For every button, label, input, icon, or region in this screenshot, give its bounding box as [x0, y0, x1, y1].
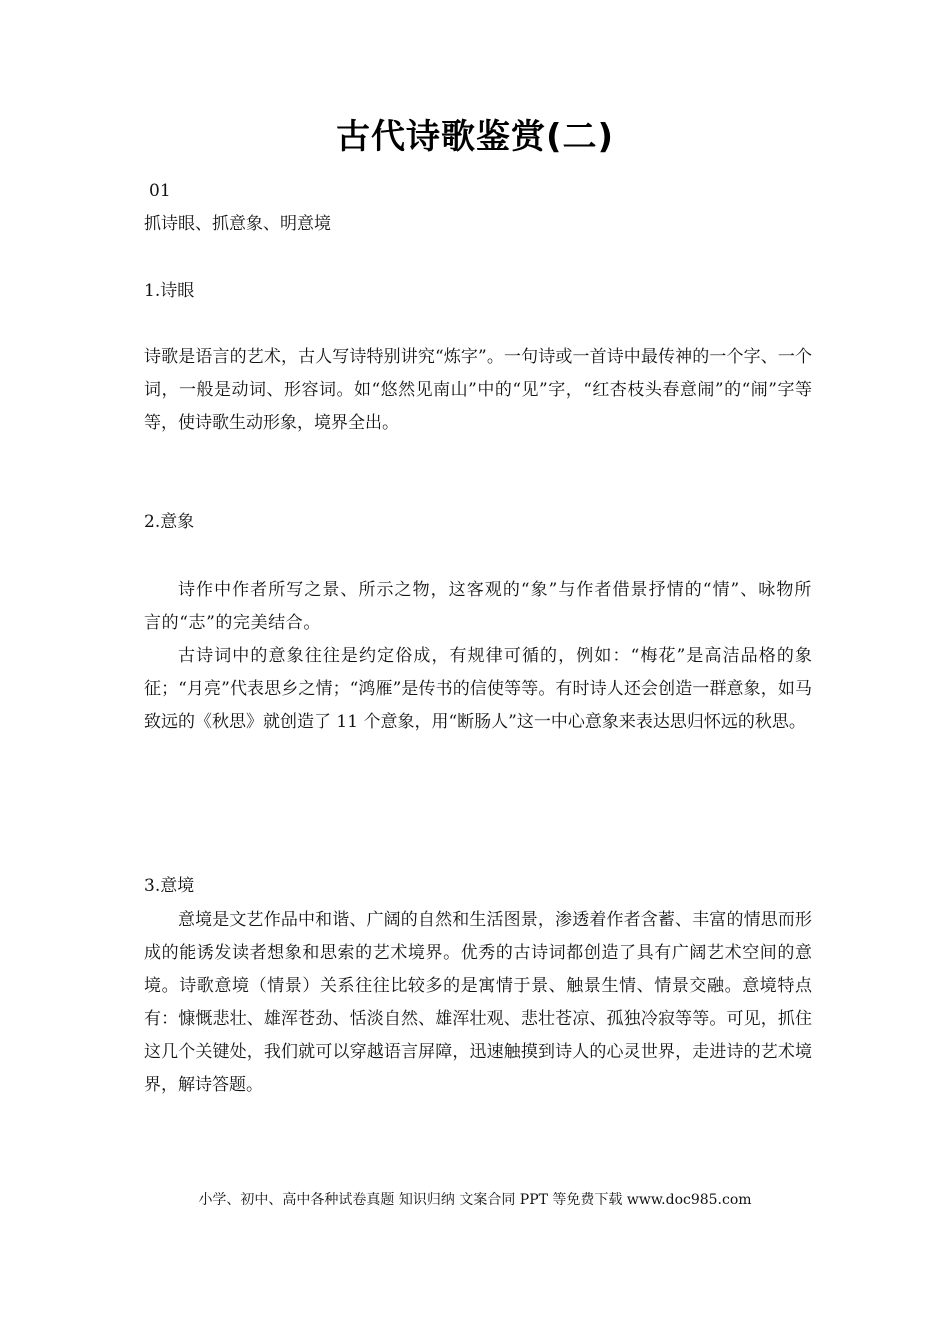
part1-heading: 1.诗眼 [144, 281, 195, 301]
part2-heading: 2.意象 [144, 512, 195, 532]
section-heading: 抓诗眼、抓意象、明意境 [144, 214, 331, 234]
section-number: 01 [149, 181, 171, 201]
part3-heading: 3.意境 [144, 876, 195, 896]
part3-paragraph: 意境是文艺作品中和谐、广阔的自然和生活图景，渗透着作者含蓄、丰富的情思而形成的能诱发读者想象和思索的艺术境界。优秀的古诗词都创造了具有广阔艺术空间的意境。诗歌意境（情景）关系往往比较多的是寓情于景、触景生情、情景交融。意境特点有：慷慨悲壮、雄浑苍劲、恬淡自然、雄浑壮观、悲壮苍凉、孤独冷寂等等。可见，抓住这几个关键处，我们就可以穿越语言屏障，迅速触摸到诗人的心灵世界，走进诗的艺术境界，解诗答题。 [144, 910, 812, 1095]
part2-paragraph-2: 古诗词中的意象往往是约定俗成，有规律可循的，例如：“梅花”是高洁品格的象征；“月亮”代表思乡之情；“鸿雁”是传书的信使等等。有时诗人还会创造一群意象，如马致远的《秋思》就创造了 11 个意象，用“断肠人”这一中心意象来表达思归怀远的秋思。 [144, 646, 812, 732]
page-title: 古代诗歌鉴赏(二) [335, 117, 615, 157]
part2-paragraph-1: 诗作中作者所写之景、所示之物，这客观的“象”与作者借景抒情的“情”、咏物所言的“志”的完美结合。 [144, 580, 812, 633]
part1-paragraph: 诗歌是语言的艺术，古人写诗特别讲究“炼字”。一句诗或一首诗中最传神的一个字、一个词，一般是动词、形容词。如“悠然见南山”中的“见”字，“红杏枝头春意闹”的“闹”字等等，使诗歌生动形象，境界全出。 [144, 347, 812, 433]
page-footer: 小学、初中、高中各种试卷真题 知识归纳 文案合同 PPT 等免费下载 www.doc985.com [198, 1192, 752, 1208]
